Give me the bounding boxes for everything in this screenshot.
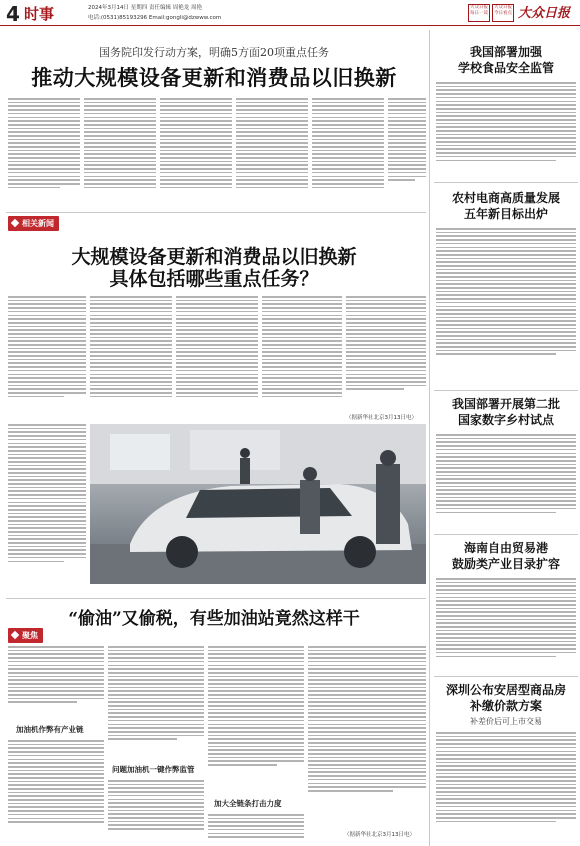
lead-body-col-1 <box>8 96 80 208</box>
second-headline-line-1: 大规模设备更新和消费品以旧换新 <box>71 246 357 268</box>
newspaper-logo: 大众日报 <box>518 6 571 21</box>
right-story-3-title-1: 我国部署开展第二批 <box>451 397 560 411</box>
reading-seal: 大众日报 每日一读 <box>468 4 490 22</box>
third-subhead-3: 加大全链条打击力度 <box>214 799 282 808</box>
lead-headline: 推动大规模设备更新和消费品以旧换新 <box>31 66 397 90</box>
right-story-5-subtitle: 补差价后可上市交易 <box>470 717 542 726</box>
right-story-2-title-2: 五年新目标出炉 <box>463 207 548 221</box>
focus-badge: 聚焦 <box>8 628 43 643</box>
highlight-seal: 大众日报 今日看点 <box>492 4 514 22</box>
third-body-col-1b <box>8 738 104 842</box>
lead-body-col-2 <box>84 96 156 208</box>
related-news-tag: 相关新闻 <box>8 216 59 231</box>
second-body-col-2 <box>90 294 172 420</box>
right-separator-2 <box>434 390 578 391</box>
lead-separator <box>6 212 426 213</box>
right-story-5-body <box>436 730 576 842</box>
right-separator-1 <box>434 182 578 183</box>
second-body-col-1 <box>8 294 86 420</box>
lead-body-col-4 <box>236 96 308 208</box>
right-story-1-title-1: 我国部署加强 <box>469 45 542 59</box>
right-separator-4 <box>434 676 578 677</box>
right-story-2-body <box>436 226 576 386</box>
lead-kicker: 国务院印发行动方案，明确5方面20项重点任务 <box>99 46 329 59</box>
third-subhead-1: 加油机作弊有产业链 <box>16 725 84 734</box>
right-story-1-title-2: 学校食品安全监管 <box>457 61 554 75</box>
second-body-col-4 <box>262 294 342 420</box>
third-body-col-2b <box>108 778 204 842</box>
third-subhead-2: 问题加油机一键作弊监管 <box>112 765 195 774</box>
right-separator-3 <box>434 534 578 535</box>
right-story-3-body <box>436 432 576 530</box>
contact-info: 电话:(0531)85193296 Email:gongli@dzwww.com <box>88 15 222 21</box>
right-story-5-title-2: 补缴价款方案 <box>469 699 542 713</box>
second-story-credit: （据新华社北京3月13日电） <box>346 415 417 421</box>
right-story-5-title-1: 深圳公布安居型商品房 <box>445 683 566 697</box>
second-separator <box>6 598 426 599</box>
third-body-col-3b <box>208 812 304 844</box>
right-story-4-body <box>436 576 576 672</box>
page-number: 4 <box>6 2 20 26</box>
section-title: 时事 <box>24 5 55 23</box>
third-body-col-3 <box>208 644 304 794</box>
column-divider <box>429 30 430 846</box>
right-story-4-title-2: 鼓励类产业目录扩容 <box>451 557 560 571</box>
right-story-3-title-2: 国家数字乡村试点 <box>457 413 554 427</box>
issue-info: 2024年3月14日 星期四 责任编辑 周艳龙 周艳 <box>88 5 202 11</box>
second-body-col-3 <box>176 294 258 420</box>
lead-body-col-3 <box>160 96 232 208</box>
showroom-illustration <box>90 424 426 584</box>
car-showroom-photo <box>90 424 426 584</box>
page-masthead <box>0 0 580 26</box>
right-story-4-title-1: 海南自由贸易港 <box>463 541 548 555</box>
third-body-col-2 <box>108 644 204 762</box>
lead-body-col-5 <box>312 96 384 208</box>
right-story-1-body <box>436 80 576 178</box>
third-story-credit: （据新华社北京3月13日电） <box>344 832 415 838</box>
third-body-col-4 <box>308 644 426 828</box>
third-headline: “偷油”又偷税，有些加油站竟然这样干 <box>68 609 360 629</box>
second-headline-line-2: 具体包括哪些重点任务？ <box>109 268 319 290</box>
second-body-col-1b <box>8 422 86 592</box>
lead-body-col-6 <box>388 96 426 208</box>
second-body-col-5 <box>346 294 426 412</box>
right-story-2-title-1: 农村电商高质量发展 <box>451 191 560 205</box>
